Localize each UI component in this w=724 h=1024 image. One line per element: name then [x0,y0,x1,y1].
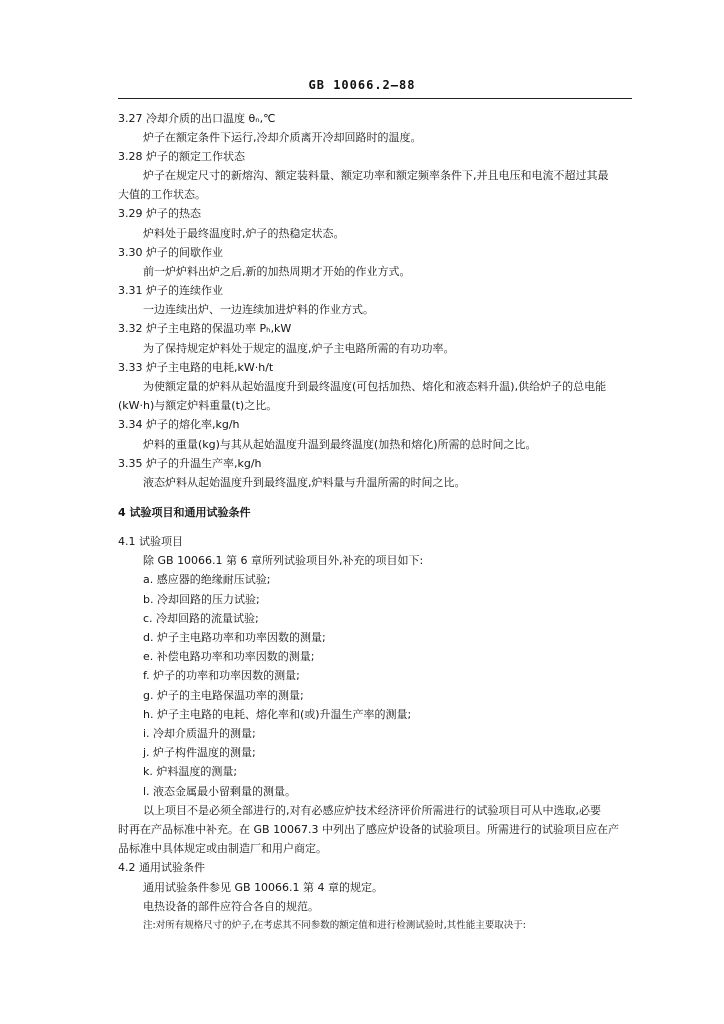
list-item: l. 液态金属最小留剩量的测量。 [143,785,297,798]
paragraph-line: 电热设备的部件应符合各自的规范。 [143,900,319,913]
paragraph-line: 除 GB 10066.1 第 6 章所列试验项目外,补充的项目如下: [143,554,424,567]
list-item: j. 炉子构件温度的测量; [143,746,256,759]
list-item: b. 冷却回路的压力试验; [143,593,260,606]
list-item: g. 炉子的主电路保温功率的测量; [143,689,304,702]
section-heading: 3.31 炉子的连续作业 [118,284,223,297]
section-heading: 3.35 炉子的升温生产率,kg/h [118,457,262,470]
list-item: d. 炉子主电路功率和功率因数的测量; [143,631,326,644]
section-heading: 3.33 炉子主电路的电耗,kW·h/t [118,361,274,374]
section-heading: 3.27 冷却介质的出口温度 θₙ,℃ [118,112,276,125]
paragraph-line: (kW·h)与额定炉料重量(t)之比。 [118,399,278,412]
section-heading: 3.34 炉子的熔化率,kg/h [118,418,240,431]
paragraph-line: 炉子在规定尺寸的新熔沟、额定装料量、额定功率和额定频率条件下,并且电压和电流不超过其最 [143,169,609,182]
section-heading: 4.2 通用试验条件 [118,861,205,874]
list-item: a. 感应器的绝缘耐压试验; [143,573,271,586]
list-item: h. 炉子主电路的电耗、熔化率和(或)升温生产率的测量; [143,708,412,721]
paragraph-line: 炉料处于最终温度时,炉子的热稳定状态。 [143,227,345,240]
paragraph-line: 为了保持规定炉料处于规定的温度,炉子主电路所需的有功功率。 [143,342,455,355]
paragraph-line: 炉子在额定条件下运行,冷却介质离开冷却回路时的温度。 [143,131,422,144]
paragraph-line: 炉料的重量(kg)与其从起始温度升温到最终温度(加热和熔化)所需的总时间之比。 [143,438,537,451]
header-rule [118,98,632,99]
section-heading: 4 试验项目和通用试验条件 [118,506,251,519]
list-item: i. 冷却介质温升的测量; [143,727,256,740]
paragraph-line: 品标准中具体规定或由制造厂和用户商定。 [118,842,327,855]
paragraph-line: 为使额定量的炉料从起始温度升到最终温度(可包括加热、熔化和液态料升温),供给炉子的总电能 [143,380,607,393]
paragraph-line: 大值的工作状态。 [118,188,206,201]
standard-header: GB 10066.2—88 [308,78,416,92]
section-heading: 3.30 炉子的间歇作业 [118,246,223,259]
list-item: e. 补偿电路功率和功率因数的测量; [143,650,315,663]
list-item: f. 炉子的功率和功率因数的测量; [143,669,300,682]
section-heading: 4.1 试验项目 [118,535,183,548]
list-item: k. 炉料温度的测量; [143,765,238,778]
paragraph-line: 一边连续出炉、一边连续加进炉料的作业方式。 [143,303,374,316]
section-heading: 3.32 炉子主电路的保温功率 Pₕ,kW [118,322,292,335]
list-item: c. 冷却回路的流量试验; [143,612,259,625]
section-heading: 3.29 炉子的热态 [118,207,201,220]
paragraph-line: 前一炉炉料出炉之后,新的加热周期才开始的作业方式。 [143,265,411,278]
section-heading: 3.28 炉子的额定工作状态 [118,150,245,163]
paragraph-line: 以上项目不是必须全部进行的,对有必感应炉技术经济评价所需进行的试验项目可从中选取,必要 [143,804,601,817]
paragraph-line: 时再在产品标准中补充。在 GB 10067.3 中列出了感应炉设备的试验项目。所需进行的试验项目应在产 [118,823,620,836]
paragraph-line: 注:对所有规格尺寸的炉子,在考虑其不同参数的额定值和进行检测试验时,其性能主要取决于: [143,920,526,931]
paragraph-line: 液态炉料从起始温度升到最终温度,炉料量与升温所需的时间之比。 [143,476,466,489]
paragraph-line: 通用试验条件参见 GB 10066.1 第 4 章的规定。 [143,881,384,894]
